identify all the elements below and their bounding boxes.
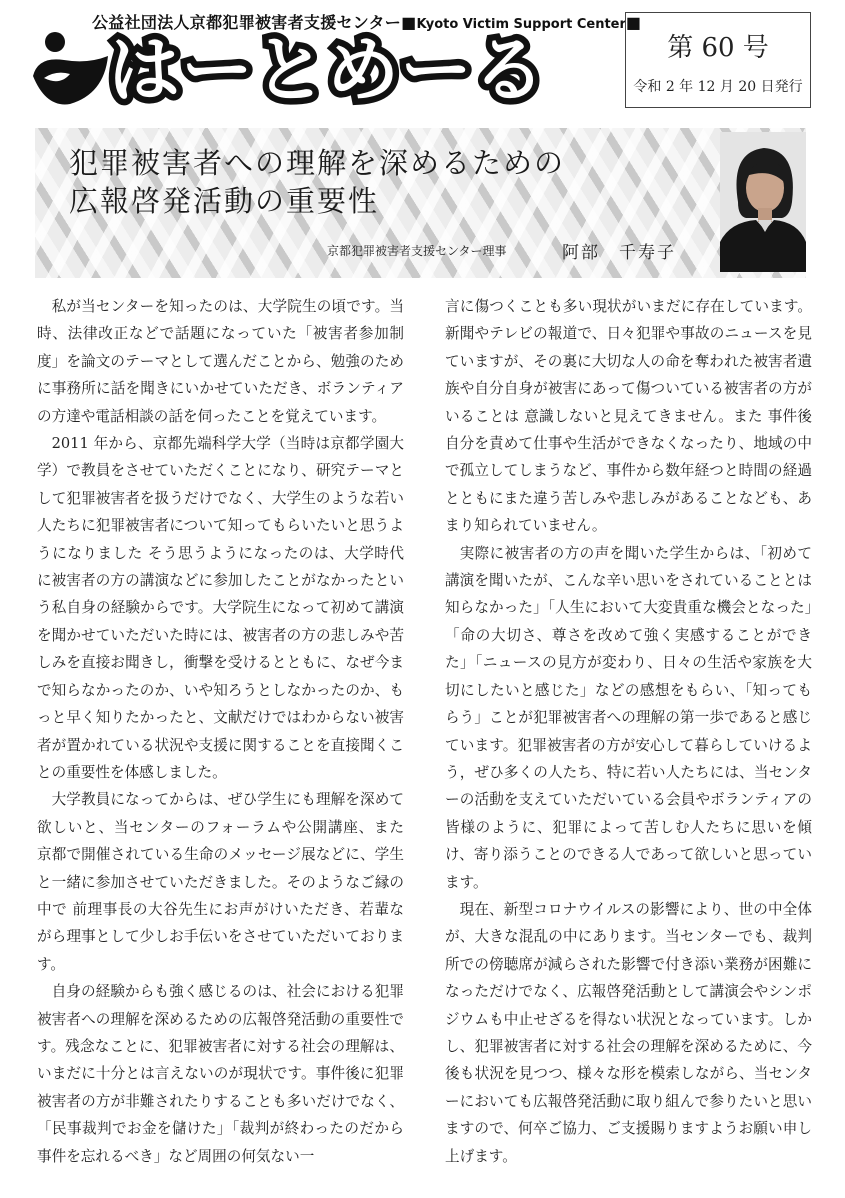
newsletter-masthead: はーとめーる (108, 28, 547, 112)
article-paragraph: 大学教員になってからは、ぜひ学生にも理解を深めて欲しいと、当センターのフォーラムや公開講座、また 京都で開催されている生命のメッセージ展などに、学生と一緒に参加させていただきました。そのようなご縁の中で 前理事長の大谷先生にお声がけいただき、若輩ながら理事として少しお手伝いをさせていただいております。 (37, 791, 404, 973)
issue-number: 第 60 号 (667, 33, 769, 63)
organization-name-jp: 公益社団法人京都犯罪被害者支援センター (92, 13, 402, 32)
article-title (69, 144, 565, 220)
article-paragraph: 現在、新型コロナウイルスの影響により、世の中全体が、大きな混乱の中にあります。当センターでも、裁判所での傍聴席が減らされた影響で付き添い業務が困難になっただけでなく、広報啓発活動として講演会やシンポジウムも中止せざるを得ない状況となっています。しかし、犯罪被害者に対する社会の理解を深めるために、今後も状況を見つつ、様々な形を模索しながら、当センターにおいても広報啓発活動に取り組んで参りたいと思いますので、何卒ご協力、ご支援賜りますようお願い申し上げます。 (445, 900, 812, 1165)
org-separator-icon: ■ (401, 13, 417, 32)
article-paragraph-continued: 言に傷つくことも多い現状がいまだに存在しています。新聞やテレビの報道で、日々犯罪や事故のニュースを見ていますが、その裏に大切な人の命を奪われた被害者遺族や自分自身が被害にあって傷ついている被害者の方がいることは 意識しないと見えてきません。また 事件後 自分を責めて仕事や生活ができなくなったり、地域の中で孤立してしまうなど、事件から数年経つと時間の経過とともにまた違う苦しみや悲しみがあることなども、あまり知られていません。 (445, 298, 812, 535)
author-photo (720, 132, 806, 272)
article-paragraph: 自身の経験からも強く感じるのは、社会における犯罪被害者への理解を深めるための広報啓発活動の重要性です。残念なことに、犯罪被害者に対する社会の理解は、いまだに十分とは言えないのが現状です。事件後に犯罪被害者の方が非難されたりすることも多いだけでなく、「民事裁判でお金を儲けた」「裁判が終わったのだから事件を忘れるべき」など周囲の何気ない一 (37, 983, 404, 1165)
organization-name-en: Kyoto Victim Support Center (416, 17, 626, 32)
article-paragraph: 2011 年から、京都先端科学大学（当時は京都学園大学）で教員をさせていただくことになり、研究テーマとして犯罪被害者を扱うだけでなく、大学生のような若い人たちに犯罪被害者について知ってもらいたいと思うようになりました そう思うようになったのは、大学時代に被害者の方の講演などに参加したことがなかったという私自身の経験からです。大学院生になって初めて講演を聞かせていただいた時には、被害者の方の悲しみや苦しみを直接お聞きし，衝撃を受けるとともに、なぜ今まで知らなかったのか、いや知ろうとしなかったのか、もっと早く知りたかったと、文献だけではわからない被害者が置かれている状況や支援に関することを直接聞くことの重要性を体感しました。 (37, 435, 404, 781)
article-paragraph: 私が当センターを知ったのは、大学院生の頃です。当時、法律改正などで話題になっていた「被害者参加制度」を論文のテーマとして選んだことから、勉強のために事務所に話を聞きにいかせていただき、ボランティアの方達や電話相談の話を伺ったことを覚えています。 (37, 298, 404, 425)
article-title-line-1: 犯罪被害者への理解を深めるための (69, 146, 566, 180)
article-column-left (37, 293, 404, 1170)
issue-info-box (625, 12, 811, 108)
article-title-line-2: 広報啓発活動の重要性 (69, 184, 380, 218)
author-affiliation: 京都犯罪被害者支援センター理事 (327, 244, 507, 258)
article-column-right (445, 293, 812, 1170)
article-banner (35, 128, 806, 278)
logo-icon (30, 28, 110, 116)
article-paragraph: 実際に被害者の方の声を聞いた学生からは、「初めて講演を聞いたが、こんな辛い思いをされていることとは知らなかった」「人生において大変貴重な機会となった」「命の大切さ、尊さを改めて強く実感することができた」「ニュースの見方が変わり、日々の生活や家族を大切にしたいと感じた」などの感想をもらい、「知ってもらう」ことが犯罪被害者への理解の第一歩であると感じています。犯罪被害者の方が安心して暮らしていけるよう，ぜひ多くの人たち、特に若い人たちには、当センターの活動を支えていただいている会員やボランティアの皆様のように、犯罪によって苦しむ人たちに思いを傾け、寄り添うことのできる人であって欲しいと思っています。 (445, 544, 812, 891)
org-end-square-icon: ■ (625, 13, 642, 32)
author-name: 阿部 千寿子 (562, 243, 676, 263)
issue-date: 令和 2 年 12 月 20 日発行 (633, 79, 803, 95)
